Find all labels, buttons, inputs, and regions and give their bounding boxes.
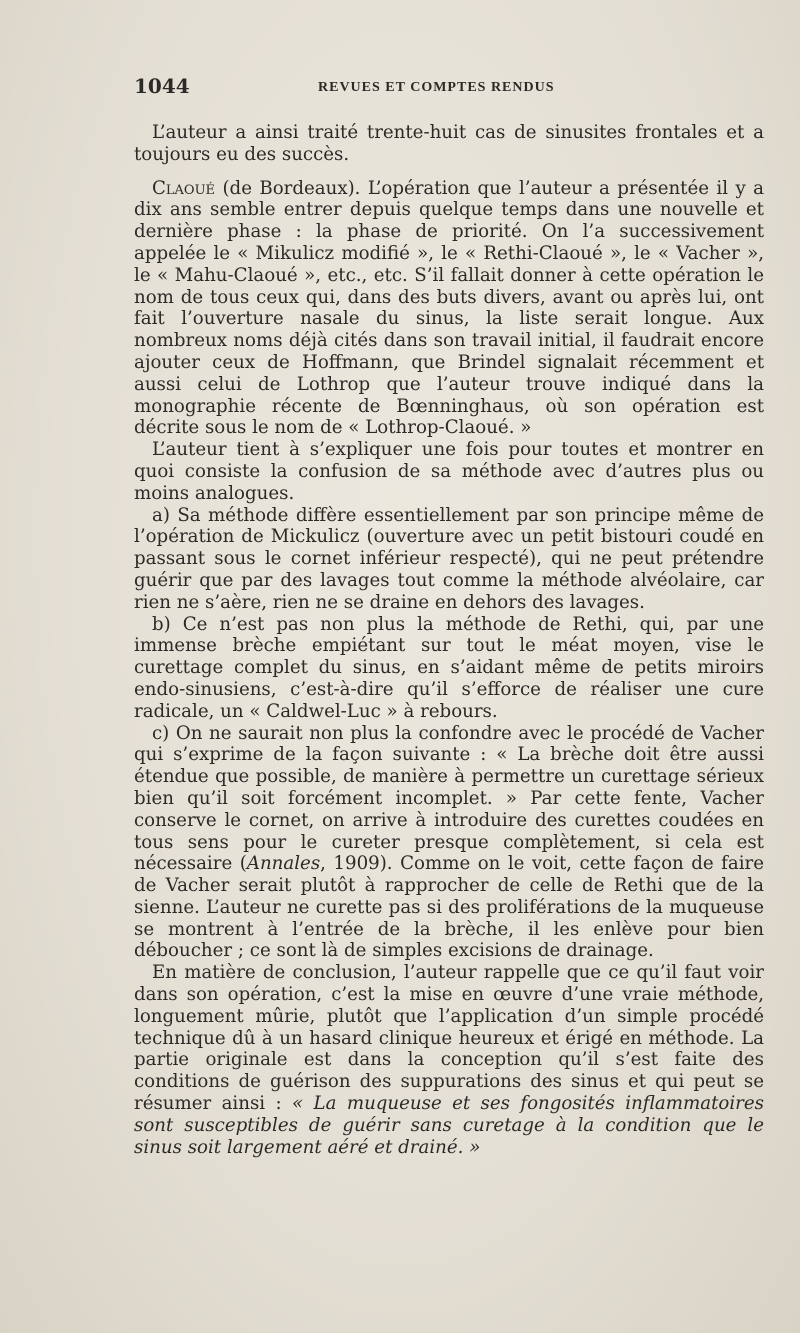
paragraph-c: c) On ne saurait non plus la confondre avec le procédé de Vacher qui s’exprime de la façon suivante : « La brèche doit être aussi étendue que possible, de manière à permettre un curettage sérieux bien qu’il soit forcément incomplet. » Par cette fente, Vacher conserve le cornet, on arrive à introduire des curettes coudées en tous sens pour le cureter presque complètement, si cela est nécessaire (Annales, 1909). Comme on le voit, cette façon de faire de Vacher serait plutôt à rapprocher de celle de Rethi que de la sienne. L’auteur ne curette pas si des proliférations de la muqueuse se montrent à l’entrée de la brèche, il les enlève pour bien déboucher ; ce sont là de simples excisions de drainage. bbox=[134, 722, 764, 962]
running-title: REVUES ET COMPTES RENDUS bbox=[318, 80, 555, 95]
paragraph-conclusion: En matière de conclusion, l’auteur rappelle que ce qu’il faut voir dans son opération, c’est la mise en œuvre d’une vraie méthode, longuement mûrie, plutôt que l’application d’un simple procédé technique dû à un hasard clinique heureux et érigé en méthode. La partie originale est dans la conception qu’il s’est faite des conditions de guérison des suppurations des sinus et qui peut se résumer ainsi : « La muqueuse et ses fongosités inflammatoires sont susceptibles de guérir sans curetage à la condition que le sinus soit largement aéré et drainé. » bbox=[134, 962, 764, 1158]
author-name: Claoué bbox=[152, 177, 216, 199]
paragraph-explanation: L’auteur tient à s’expliquer une fois pour toutes et montrer en quoi consiste la confusion de sa méthode avec d’autres plus ou moins analogues. bbox=[134, 439, 764, 504]
conclusion-quote: « La muqueuse et ses fongosités inflammatoires sont susceptibles de guérir sans curetage à la condition que le sinus soit largement aéré et drainé. » bbox=[134, 1093, 764, 1158]
article-body bbox=[134, 122, 764, 1158]
page-number: 1044 bbox=[134, 74, 190, 98]
page-header bbox=[134, 74, 764, 104]
paragraph-intro: L’auteur a ainsi traité trente-huit cas de sinusites frontales et a toujours eu des succès. bbox=[134, 122, 764, 165]
journal-title: Annales bbox=[246, 853, 321, 875]
paragraph-claoue: Claoué (de Bordeaux). L’opération que l’auteur a présentée il y a dix ans semble entrer depuis quelque temps dans une nouvelle et dernière phase : la phase de priorité. On l’a successivement appelée le « Mikulicz modifié », le « Rethi-Claoué », le « Vacher », le « Mahu-Claoué », etc., etc. S’il fallait donner à cette opération le nom de tous ceux qui, dans des buts divers, avant ou après lui, ont fait l’ouverture nasale du sinus, la liste serait longue. Aux nombreux noms déjà cités dans son travail initial, il faudrait encore ajouter ceux de Hoffmann, que Brindel signalait récemment et aussi celui de Lothrop que l’auteur trouve indiqué dans la monographie récente de Bœnninghaus, où son opération est décrite sous le nom de « Lothrop-Claoué. » bbox=[134, 177, 764, 439]
paragraph-a: a) Sa méthode diffère essentiellement par son principe même de l’opération de Mickulicz (ouverture avec un petit bistouri coudé en passant sous le cornet inférieur respecté), qui ne peut prétendre guérir que par des lavages tout comme la méthode alvéolaire, car rien ne s’aère, rien ne se draine en dehors des lavages. bbox=[134, 504, 764, 613]
paragraph-b: b) Ce n’est pas non plus la méthode de Rethi, qui, par une immense brèche empiétant sur tout le méat moyen, vise le curettage complet du sinus, en s’aidant même de petits miroirs endo-sinusiens, c’est-à-dire qu’il s’efforce de réaliser une cure radicale, un « Caldwel-Luc » à rebours. bbox=[134, 613, 764, 722]
